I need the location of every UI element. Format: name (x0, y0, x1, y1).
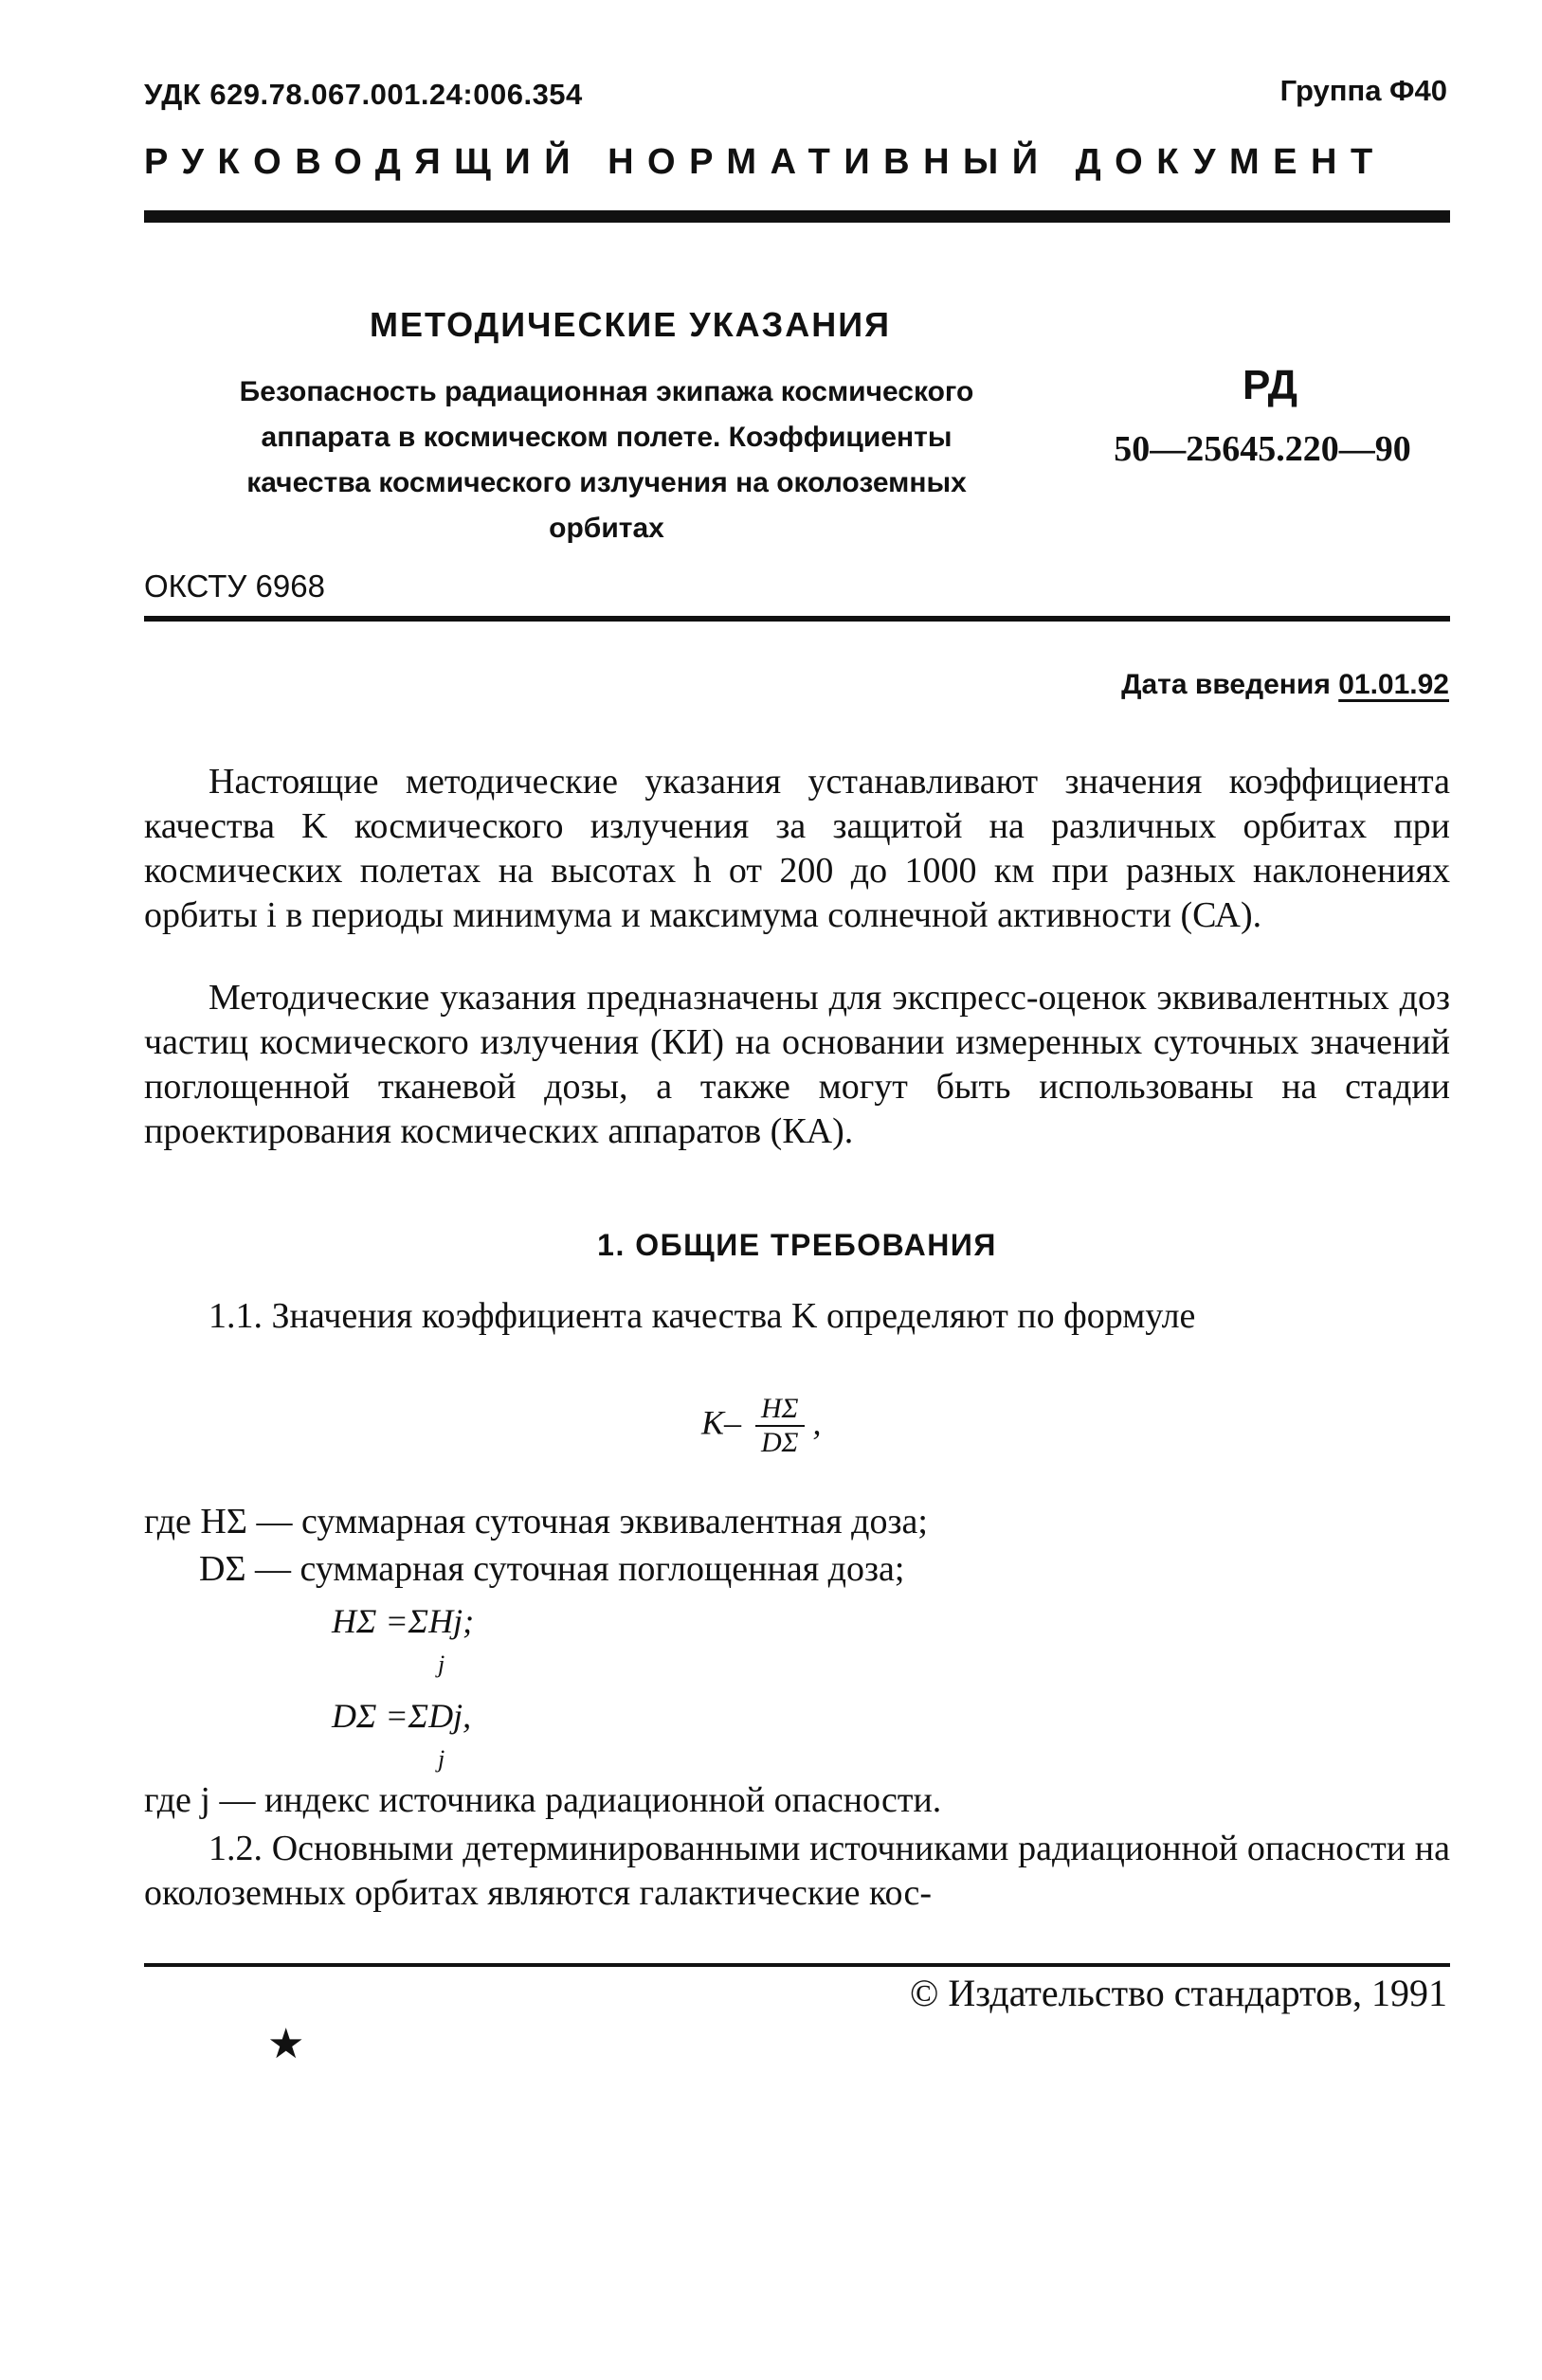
sum-d-index: j (438, 1745, 445, 1773)
rd-number: 50—25645.220—90 (1114, 429, 1411, 469)
clause-1-2 (144, 1827, 1450, 1916)
formula-fraction (755, 1393, 805, 1459)
paragraph-text: Настоящие методические указания устанавливают значения коэффициента качества K космического излучения за защитой на различных орбитах при космических полетах на высотах h от 200 до 1000 км при разных наклонениях орбиты i в периоды минимума и максимума солнечной активности (СА). (144, 762, 1450, 935)
title-rule (144, 616, 1450, 622)
paragraph-text: Методические указания предназначены для экспресс-оценок эквивалентных доз частиц космического излучения (КИ) на основании измеренных суточных значений поглощенной тканевой дозы, а также могут быть использованы на стадии проектирования космических аппаратов (КА). (144, 978, 1450, 1151)
definition-d-sum: DΣ — суммарная суточная поглощенная доза; (199, 1549, 905, 1589)
purpose-paragraph (144, 976, 1450, 1154)
copyright-notice: © Издательство стандартов, 1991 (909, 1972, 1447, 2014)
footer-rule (144, 1963, 1450, 1967)
paragraph-text: 1.1. Значения коэффициента качества K определяют по формуле (209, 1296, 1196, 1336)
quality-factor-formula (701, 1393, 822, 1459)
clause-1-1 (144, 1294, 1450, 1339)
document-subtitle (180, 370, 1033, 551)
rd-label: РД (1243, 362, 1297, 408)
document-type-banner: РУКОВОДЯЩИЙ НОРМАТИВНЫЙ ДОКУМЕНТ (144, 142, 1387, 182)
udk-code: УДК 629.78.067.001.24:006.354 (144, 78, 583, 111)
section-heading: 1. ОБЩИЕ ТРЕБОВАНИЯ (597, 1228, 997, 1262)
subtitle-line: качества космического излучения на околоземных (246, 467, 967, 498)
header-rule (144, 210, 1450, 223)
subtitle-line: орбитах (549, 513, 664, 544)
formula-denominator: DΣ (761, 1427, 799, 1458)
sum-d-formula: DΣ =ΣDj, (332, 1697, 472, 1735)
sum-h-index: j (438, 1650, 445, 1678)
formula-lhs: K– (701, 1403, 742, 1442)
star-icon: ★ (267, 2021, 305, 2067)
document-title: МЕТОДИЧЕСКИЕ УКАЗАНИЯ (370, 305, 891, 344)
subtitle-line: Безопасность радиационная экипажа космического (239, 376, 974, 407)
introduction-date (1121, 669, 1449, 701)
definition-h-sum: где HΣ — суммарная суточная эквивалентная доза; (144, 1502, 928, 1542)
formula-tail: , (812, 1403, 822, 1442)
subtitle-line: аппарата в космическом полете. Коэффициенты (261, 422, 952, 453)
okstu-code: ОКСТУ 6968 (144, 568, 325, 604)
date-label: Дата введения (1121, 669, 1331, 700)
sum-h-formula: HΣ =ΣHj; (332, 1602, 475, 1640)
formula-numerator: HΣ (755, 1393, 805, 1427)
paragraph-text: 1.2. Основными детерминированными источниками радиационной опасности на околоземных орбитах являются галактические кос- (144, 1829, 1450, 1913)
date-value: 01.01.92 (1338, 669, 1449, 700)
definition-j-index: где j — индекс источника радиационной опасности. (144, 1780, 942, 1820)
intro-paragraph (144, 760, 1450, 938)
group-code: Группа Ф40 (1279, 74, 1447, 107)
